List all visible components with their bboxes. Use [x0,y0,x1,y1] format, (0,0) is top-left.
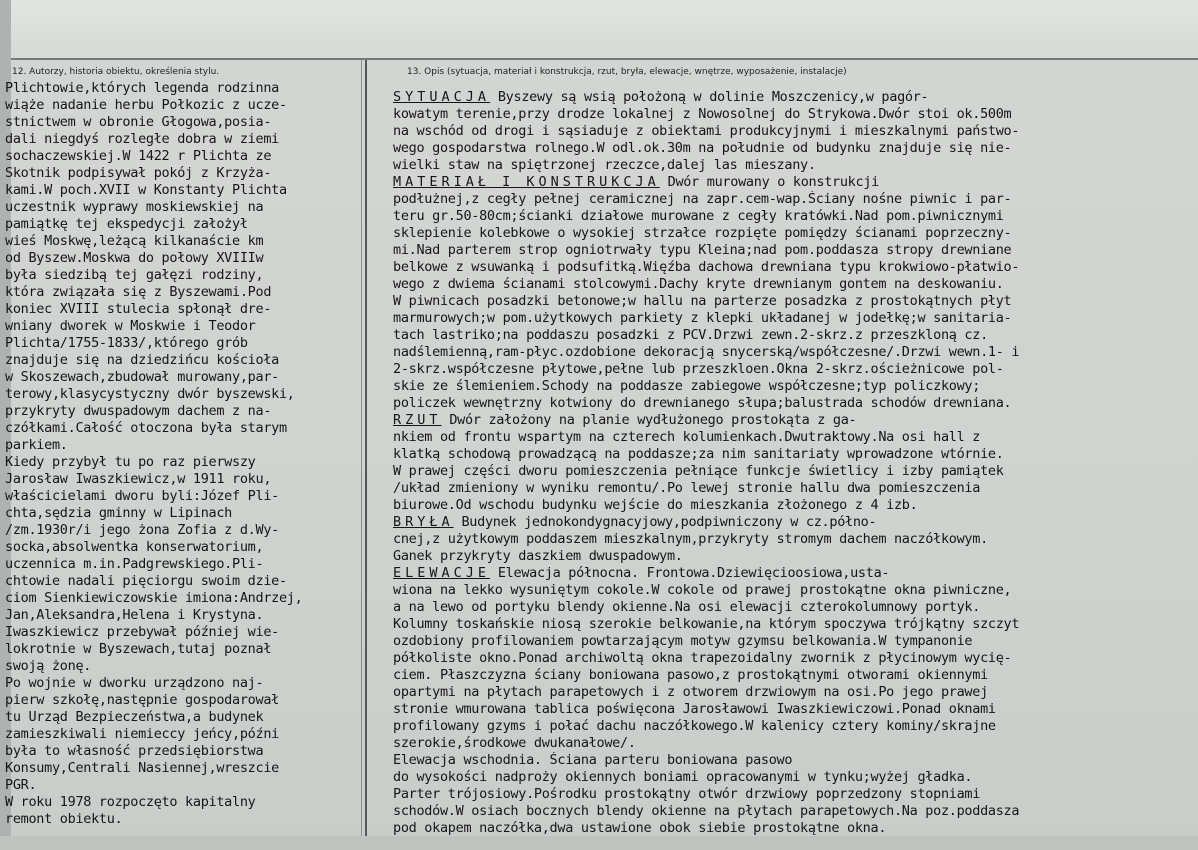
text-line: koniec XVIII stulecia spłonął dre- [5,301,272,317]
text-line [393,140,1198,157]
text-line [393,123,1198,140]
line-text: Kolumny toskańskie niosą szerokie belkowanie,na którym spoczywa trójkątny szczyt [393,616,1020,632]
text-line: swoją żonę. [5,658,92,674]
text-line: lokrotnie w Byszewach,tutaj poznał [5,641,272,657]
text-line [393,650,1198,667]
text-line: Kiedy przybył tu po raz pierwszy [5,454,256,470]
text-line [393,429,1198,446]
text-line [393,344,1198,361]
section-line [393,174,1198,191]
text-line: właścicielami dworu byli:Józef Pli- [5,488,279,504]
line-text: mi.Nad parterem strop ogniotrwały typu Kleina;nad pom.poddasza stropy drewniane [393,242,1012,258]
text-line: była to własność przedsiębiorstwa [5,743,264,759]
text-line: stnictwem w obronie Głogowa,posia- [5,114,272,130]
text-line [393,106,1198,123]
text-line [393,599,1198,616]
text-line [393,259,1198,276]
line-text: wego gospodarstwa rolnego.W odl.ok.30m na południe od budynku znajduje się nie- [393,140,1012,156]
text-line [393,395,1198,412]
line-text: W prawej części dworu pomieszczenia pełniące funkcje świetlicy i izby pamiątek [393,463,1004,479]
text-line: była siedzibą tej gałęzi rodziny, [5,267,264,283]
text-line: w Skoszewach,zbudował murowany,par- [5,369,279,385]
section-heading: MATERIAŁ I KONSTRUKCJA [393,174,660,190]
text-line: wiąże nadanie herbu Połkozic z ucze- [5,97,287,113]
line-text: schodów.W osiach bocznych blendy okienne na płytach parapetowych.Na poz.poddasza [393,803,1020,819]
line-text: biurowe.Od wschodu budynku wejście do mieszkania złożonego z 4 izb. [393,497,918,513]
text-line [393,480,1198,497]
text-line: W roku 1978 rozpoczęto kapitalny [5,794,256,810]
line-text: do wysokości nadproży okiennych boniami opracowanymi w tynku;wyżej gładka. [393,769,973,785]
text-line: Iwaszkiewicz przebywał później wie- [5,624,279,640]
text-line: czółkami.Całość otoczona była starym [5,420,287,436]
text-line [393,242,1198,259]
text-line [393,752,1198,769]
right-column-header: 13. Opis (sytuacja, materiał i konstrukcja, rzut, bryła, elewacje, wnętrze, wyposażenie, instalacje) [407,67,847,77]
text-line: pierw szkołę,następnie gospodarował [5,692,279,708]
text-line: parkiem. [5,437,68,453]
text-line [393,531,1198,548]
section-line [393,89,1198,106]
section-heading: ELEWACJE [393,565,491,581]
text-line [393,701,1198,718]
line-text: Elewacja północna. Frontowa.Dziewięcioosiowa,usta- [497,565,890,581]
line-text: wiona na lekko wysuniętym cokole.W cokole od prawej prostokątne okna piwniczne, [393,582,1012,598]
text-line: chta,sędzia gminny w Lipinach [5,505,233,521]
line-text: tach lastriko;na poddaszu posadzki z PCV.Drzwi zewn.2-skrz.z przeszkloną cz. [393,327,988,343]
text-line: uczestnik wyprawy moskiewskiej na [5,199,264,215]
text-line: /zm.1930r/i jego żona Zofia z d.Wy- [5,522,279,538]
line-text: /układ zmieniony w wyniku remontu/.Po lewej stronie hallu dwa pomieszczenia [393,480,981,496]
line-text: Elewacja wschodnia. Ściana parteru boniowana pasowo [393,752,793,768]
line-text: wego z dwiema ścianami stolcowymi.Dachy kryte drewnianym gontem na deskowaniu. [393,276,1004,292]
text-line [393,718,1198,735]
section-line [393,565,1198,582]
text-line [393,327,1198,344]
text-line [393,820,1198,837]
text-line: uczennica m.in.Padgrewskiego.Pli- [5,556,264,572]
text-line: Konsumy,Centrali Nasiennej,wreszcie [5,760,279,776]
text-line: chtowie nadali pięciorgu swoim dzie- [5,573,287,589]
line-text: marmurowych;w pom.użytkowych parkiety z klepki układanej w jodełkę;w sanitaria- [393,310,1012,326]
text-line [393,463,1198,480]
text-line: tu Urząd Bezpieczeństwa,a budynek [5,709,264,725]
line-text: Budynek jednokondygnacyjowy,podpiwniczony w cz.półno- [461,514,877,530]
text-line: Jarosław Iwaszkiewicz,w 1911 roku, [5,471,272,487]
text-line [393,633,1198,650]
text-line: ciom Sienkiewiczowskie imiona:Andrzej, [5,590,303,606]
text-line [393,667,1198,684]
text-line: zamieszkiwali niemieccy jeńcy,późni [5,726,279,742]
line-text: stronie wmurowana tablica poświęcona Jarosławowi Iwaszkiewiczowi.Ponad oknami [393,701,996,717]
text-line [393,208,1198,225]
text-line [393,276,1198,293]
line-text: Byszewy są wsią położoną w dolinie Moszczenicy,w pagór- [497,89,929,105]
text-line [393,293,1198,310]
section-line [393,514,1198,531]
line-text: W piwnicach posadzki betonowe;w hallu na parterze posadzka z prostokątnych płyt [393,293,1012,309]
text-line [393,157,1198,174]
text-line: remont obiektu. [5,811,123,827]
column-divider [365,60,367,836]
line-text: policzek wewnętrzny kotwiony do drewnianego słupa;balustrada schodów drewniana. [393,395,1012,411]
text-line: Po wojnie w dworku urządzono naj- [5,675,264,691]
line-text: Ganek przykryty daszkiem dwuspadowym. [393,548,683,564]
section-heading: SYTUACJA [393,89,491,105]
description-column [393,89,1198,837]
line-text: Parter trójosiowy.Pośrodku prostokątny otwór drzwiowy poprzedzony stopniami [393,786,981,802]
text-line: znajduje się na dziedzińcu kościoła [5,352,279,368]
text-line [393,191,1198,208]
text-line: sochaczewskiej.W 1422 r Plichta ze [5,148,272,164]
text-line: Skotnik podpisywał pokój z Krzyża- [5,165,272,181]
form-header-strip [0,0,1198,60]
line-text: ozdobiony profilowaniem powtarzającym motyw gzymsu belkowania.W tympanonie [393,633,973,649]
line-text: skie ze ślemieniem.Schody na poddasze zabiegowe współczesne;typ policzkowy; [393,378,981,394]
line-text: półkoliste okno.Ponad archiwoltą okna trapezoidalny zwornik z płycinowym wycię- [393,650,1012,666]
text-line: od Byszew.Moskwa do połowy XVIIIw [5,250,264,266]
text-line: przykryty dwuspadowym dachem z na- [5,403,272,419]
text-line [393,378,1198,395]
line-text: nadślemienną,ram-płyc.ozdobione dekoracją snycerską/współczesne/.Drzwi wewn.1- i [393,344,1020,360]
line-text: szerokie,środkowe dwukanałowe/. [393,735,636,751]
text-line: terowy,klasycystyczny dwór byszewski, [5,386,295,402]
text-line: socka,absolwentka konserwatorium, [5,539,264,555]
text-line [393,582,1198,599]
line-text: Dwór założony na planie wydłużonego prostokąta z ga- [449,412,857,428]
text-line [393,684,1198,701]
text-line [393,497,1198,514]
text-line [393,548,1198,565]
line-text: pod okapem naczółka,dwa ustawione obok siebie prostokątne okna. [393,820,887,836]
line-text: cnej,z użytkowym poddaszem mieszkalnym,przykryty stromym dachem naczółkowym. [393,531,988,547]
line-text: kowatym terenie,przy drodze lokalnej z Nowosolnej do Strykowa.Dwór stoi ok.500m [393,106,1012,122]
line-text: klatką schodową prowadzącą na poddasze;za nim sanitariaty wprowadzone wtórnie. [393,446,1004,462]
line-text: sklepienie kolebkowe o wysokiej strzałce rozpięte pomiędzy ścianami poprzeczny- [393,225,1012,241]
section-heading: BRYŁA [393,514,454,530]
text-line: Jan,Aleksandra,Helena i Krystyna. [5,607,264,623]
text-line [393,769,1198,786]
text-line: PGR. [5,777,37,793]
line-text: podłużnej,z cegły pełnej ceramicznej na zapr.cem-wap.Ściany nośne piwnic i par- [393,191,1012,207]
text-line: pamiątkę tej ekspedycji założył [5,216,248,232]
history-column [5,80,363,828]
line-text: profilowany gzyms i połać dachu naczółkowego.W kalenicy cztery kominy/skrajne [393,718,996,734]
line-text: nkiem od frontu wspartym na czterech kolumienkach.Dwutraktowy.Na osi hall z [393,429,981,445]
header-rule [0,58,1198,60]
text-line [393,225,1198,242]
text-line: wniany dworek w Moskwie i Teodor [5,318,256,334]
text-line: kami.W poch.XVII w Konstanty Plichta [5,182,287,198]
line-text: 2-skrz.współczesne płytowe,pełne lub przeszkloen.Okna 2-skrz.ościeżnicowe pol- [393,361,1004,377]
page-bottom-edge [0,836,1198,850]
text-line: która związała się z Byszewami.Pod [5,284,272,300]
text-line: dali niegdyś rozległe dobra w ziemi [5,131,279,147]
text-line [393,786,1198,803]
text-line [393,361,1198,378]
text-line [393,310,1198,327]
line-text: teru gr.50-80cm;ścianki działowe murowane z cegły kratówki.Nad pom.piwnicznymi [393,208,1004,224]
left-column-header: 12. Autorzy, historia obiektu, określenia stylu. [12,67,220,77]
text-line [393,735,1198,752]
text-line: Plichtowie,których legenda rodzinna [5,80,279,96]
section-heading: RZUT [393,412,442,428]
text-line: Plichta/1755-1833/,którego grób [5,335,248,351]
line-text: na wschód od drogi i sąsiaduje z obiektami produkcyjnymi i mieszkalnymi państwo- [393,123,1020,139]
line-text: opartymi na płytach parapetowych i z otworem drzwiowym na osi.Po jego prawej [393,684,988,700]
line-text: wielki staw na spiętrzonej rzeczce,dalej las mieszany. [393,157,816,173]
text-line [393,616,1198,633]
line-text: a na lewo od portyku blendy okienne.Na osi elewacji czterokolumnowy portyk. [393,599,981,615]
section-line [393,412,1198,429]
line-text: Dwór murowany o konstrukcji [667,174,879,190]
line-text: ciem. Płaszczyzna ściany boniowana pasowo,z prostokątnymi otworami okiennymi [393,667,988,683]
text-line [393,803,1198,820]
line-text: belkowe z wsuwanką i podsufitką.Więźba dachowa drewniana typu krokwiowo-płatwio- [393,259,1020,275]
text-line [393,446,1198,463]
text-line: wieś Moskwę,leżącą kilkanaście km [5,233,264,249]
